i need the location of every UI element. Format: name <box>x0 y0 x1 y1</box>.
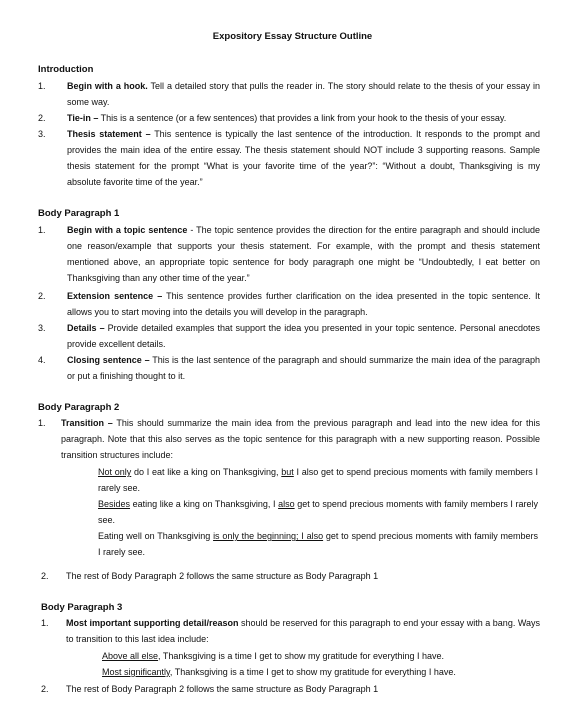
item-number: 1. <box>38 225 46 235</box>
transition-phrase: Most significantly <box>102 667 170 677</box>
example-sentence <box>102 664 542 680</box>
item-number: 2. <box>41 684 49 694</box>
item-text: This sentence is typically the last sentence of the introduction. It responds to the prompt and provides the main idea of the entire essay. The thesis statement should NOT include 3 supporting reasons. Sample thesis statement for the prompt “What is your favorite time of the year?”: “Without a doubt, Thanksgiving is my absolute favorite time of the year.” <box>67 129 540 187</box>
item-term: Tie-in – <box>67 113 99 123</box>
item-term: Most important supporting detail/reason <box>66 618 239 628</box>
item-term: Begin with a hook. <box>67 81 148 91</box>
example-text: Eating well on Thanksgiving <box>98 531 214 541</box>
item-number: 3. <box>38 323 46 333</box>
example-text: do I eat like a king on Thanksgiving, <box>131 467 282 477</box>
item-number: 1. <box>41 618 49 628</box>
example-sentence <box>98 528 538 560</box>
section-heading-body-paragraph-2: Body Paragraph 2 <box>38 402 120 413</box>
example-text: get to spend precious moments with family members I rarely see. <box>98 499 538 525</box>
example-text: eating like a king on Thanksgiving, I <box>130 499 279 509</box>
item-number: 2. <box>38 113 46 123</box>
item-term: Details – <box>67 323 105 333</box>
item-number: 4. <box>38 355 46 365</box>
item-number: 2. <box>41 571 49 581</box>
transition-phrase: Besides <box>98 499 131 509</box>
item-text: This is the last sentence of the paragraph and should summarize the main idea of the paragraph or put a finishing thought to it. <box>67 355 540 381</box>
example-text: I also get to spend precious moments with family members I rarely see. <box>98 467 538 493</box>
item-text: should be reserved for this paragraph to end your essay with a bang. Ways to transition to this last idea include: <box>66 618 540 644</box>
item-number: 1. <box>38 81 46 91</box>
transition-phrase: but <box>281 467 294 477</box>
example-text: , Thanksgiving is a time I get to show my gratitude for everything I have. <box>158 651 445 661</box>
item-number: 1. <box>38 418 46 428</box>
item-text: This should summarize the main idea from the previous paragraph and lead into the new idea for this paragraph. Note that this also serves as the topic sentence for this paragraph with a new supporting reason. Possible transition structures include: <box>61 418 540 460</box>
item-number: 2. <box>38 291 46 301</box>
item-number: 3. <box>38 129 46 139</box>
example-sentence <box>102 648 542 664</box>
item-term: Transition – <box>61 418 113 428</box>
section-heading-body-paragraph-3: Body Paragraph 3 <box>41 602 123 613</box>
item-term: Begin with a topic sentence <box>67 225 188 235</box>
example-sentence <box>98 464 538 496</box>
item-term: Closing sentence – <box>67 355 150 365</box>
transition-phrase: Above all else <box>102 651 159 661</box>
example-text: , Thanksgiving is a time I get to show my gratitude for everything I have. <box>169 667 456 677</box>
example-sentence <box>98 496 538 528</box>
transition-phrase: Not only <box>98 467 132 477</box>
item-text: - The topic sentence provides the direction for the entire paragraph and should include one reason/example that supports your thesis statement. For example, with the prompt and thesis statement mentioned above, an appropriate topic sentence for body paragraph one might be “Undoubtedly, I eat better on Thanksgiving than any other time of the year.” <box>67 225 540 283</box>
section-heading-introduction: Introduction <box>38 64 94 75</box>
item-text: Provide detailed examples that support the idea you presented in your topic sentence. Personal anecdotes provide excellent details. <box>67 323 540 349</box>
example-text: get to spend precious moments with family members I rarely see. <box>98 531 538 557</box>
item-term: Thesis statement – <box>67 129 151 139</box>
transition-phrase: is only the beginning; I also <box>213 531 324 541</box>
item-text: Tell a detailed story that pulls the reader in. The story should relate to the thesis of your essay in some way. <box>67 81 540 107</box>
item-text: This sentence provides further clarification on the idea presented in the topic sentence. It allows you to start moving into the details you will develop in the paragraph. <box>67 291 540 317</box>
item-text: The rest of Body Paragraph 2 follows the same structure as Body Paragraph 1 <box>66 571 379 581</box>
section-heading-body-paragraph-1: Body Paragraph 1 <box>38 208 120 219</box>
item-text: This is a sentence (or a few sentences) that provides a link from your hook to the thesis of your essay. <box>98 113 507 123</box>
item-text: The rest of Body Paragraph 2 follows the same structure as Body Paragraph 1 <box>66 684 379 694</box>
document-title: Expository Essay Structure Outline <box>212 31 373 42</box>
item-term: Extension sentence – <box>67 291 163 301</box>
transition-phrase: also <box>278 499 295 509</box>
